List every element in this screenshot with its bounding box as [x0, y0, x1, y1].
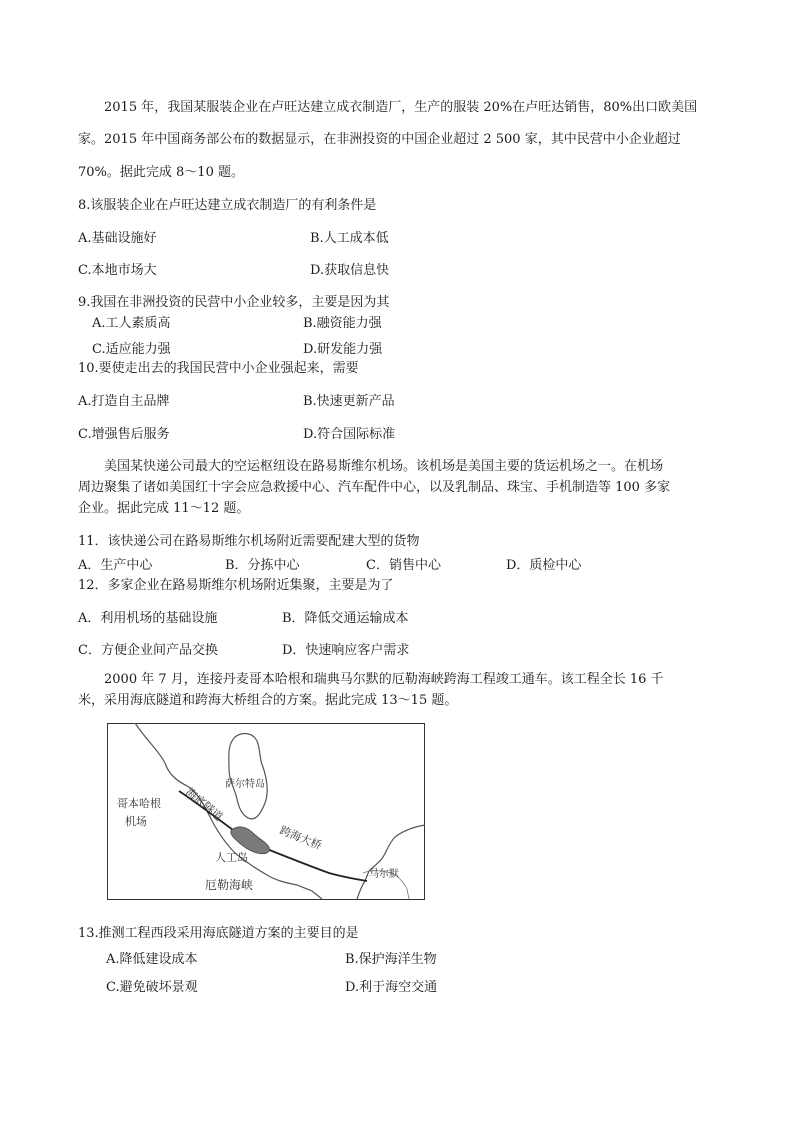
passage-1-line-1: 2015 年，我国某服装企业在卢旺达建立成衣制造厂，生产的服装 20%在卢旺达销售，80%出口欧美国 — [104, 100, 698, 115]
question-12-option-a[interactable]: A．利用机场的基础设施 — [78, 611, 218, 626]
question-8-option-d[interactable]: D.获取信息快 — [310, 263, 390, 278]
question-10-option-d[interactable]: D.符合国际标准 — [303, 427, 396, 442]
artificial-island-label: 人工岛 — [215, 851, 248, 864]
question-9-option-c[interactable]: C.适应能力强 — [92, 342, 171, 357]
oresund-map-svg — [107, 723, 425, 900]
passage-3-line-1: 2000 年 7 月，连接丹麦哥本哈根和瑞典马尔默的厄勒海峡跨海工程竣工通车。该工程全长 16 千 — [104, 672, 664, 687]
question-10-stem: 10.要使走出去的我国民营中小企业强起来，需要 — [78, 361, 359, 376]
question-10-option-b[interactable]: B.快速更新产品 — [303, 394, 395, 409]
passage-2-line-1: 美国某快递公司最大的空运枢纽设在路易斯维尔机场。该机场是美国主要的货运机场之一。在机场 — [104, 459, 664, 474]
question-9-option-b[interactable]: B.融资能力强 — [303, 316, 382, 331]
bridge-label: 跨海大桥 — [277, 823, 324, 853]
question-9-option-d[interactable]: D.研发能力强 — [303, 342, 383, 357]
question-12-option-b[interactable]: B．降低交通运输成本 — [282, 611, 409, 626]
question-13-option-a[interactable]: A.降低建设成本 — [106, 952, 198, 967]
question-11-option-a[interactable]: A．生产中心 — [78, 558, 153, 573]
strait-label: 厄勒海峡 — [205, 878, 254, 892]
question-13-option-b[interactable]: B.保护海洋生物 — [345, 952, 437, 967]
question-13-option-d[interactable]: D.利于海空交通 — [345, 980, 438, 995]
question-9-stem: 9.我国在非洲投资的民营中小企业较多，主要是因为其 — [78, 295, 390, 310]
oresund-map — [107, 723, 425, 900]
question-11-option-c[interactable]: C．销售中心 — [366, 558, 441, 573]
question-9-option-a[interactable]: A.工人素质高 — [92, 316, 171, 331]
question-12-option-c[interactable]: C．方便企业间产品交换 — [78, 643, 218, 658]
tunnel-label: 海底隧道 — [183, 785, 226, 824]
saltholm-label: 萨尔特岛 — [225, 779, 265, 790]
question-11-option-b[interactable]: B．分拣中心 — [225, 558, 300, 573]
question-12-stem: 12．多家企业在路易斯维尔机场附近集聚，主要是为了 — [78, 578, 394, 593]
question-12-option-d[interactable]: D．快速响应客户需求 — [282, 643, 410, 658]
question-10-option-c[interactable]: C.增强售后服务 — [78, 427, 170, 442]
copenhagen-airport-label-line-1: 哥本哈根 — [117, 797, 161, 810]
passage-2-line-3: 企业。据此完成 11～12 题。 — [78, 501, 250, 516]
question-11-stem: 11．该快递公司在路易斯维尔机场附近需要配建大型的货物 — [78, 534, 420, 549]
question-13-stem: 13.推测工程西段采用海底隧道方案的主要目的是 — [78, 926, 359, 941]
passage-2-line-2: 周边聚集了诸如美国红十字会应急救援中心、汽车配件中心，以及乳制品、珠宝、手机制造等 100 多家 — [78, 480, 671, 495]
copenhagen-airport-label-line-2: 机场 — [125, 815, 147, 828]
question-13-option-c[interactable]: C.避免破坏景观 — [106, 980, 198, 995]
question-10-option-a[interactable]: A.打造自主品牌 — [78, 394, 170, 409]
passage-3-line-2: 米，采用海底隧道和跨海大桥组合的方案。据此完成 13～15 题。 — [78, 693, 458, 708]
question-8-stem: 8.该服装企业在卢旺达建立成衣制造厂的有利条件是 — [78, 198, 377, 213]
question-11-option-d[interactable]: D．质检中心 — [506, 558, 582, 573]
passage-1-line-2: 家。2015 年中国商务部公布的数据显示，在非洲投资的中国企业超过 2 500 家，其中民营中小企业超过 — [78, 132, 681, 147]
question-8-option-b[interactable]: B.人工成本低 — [310, 231, 389, 246]
question-8-option-c[interactable]: C.本地市场大 — [78, 263, 157, 278]
passage-1-line-3: 70%。据此完成 8～10 题。 — [78, 165, 244, 180]
malmo-label: 马尔默 — [369, 869, 399, 880]
question-8-option-a[interactable]: A.基础设施好 — [78, 231, 157, 246]
